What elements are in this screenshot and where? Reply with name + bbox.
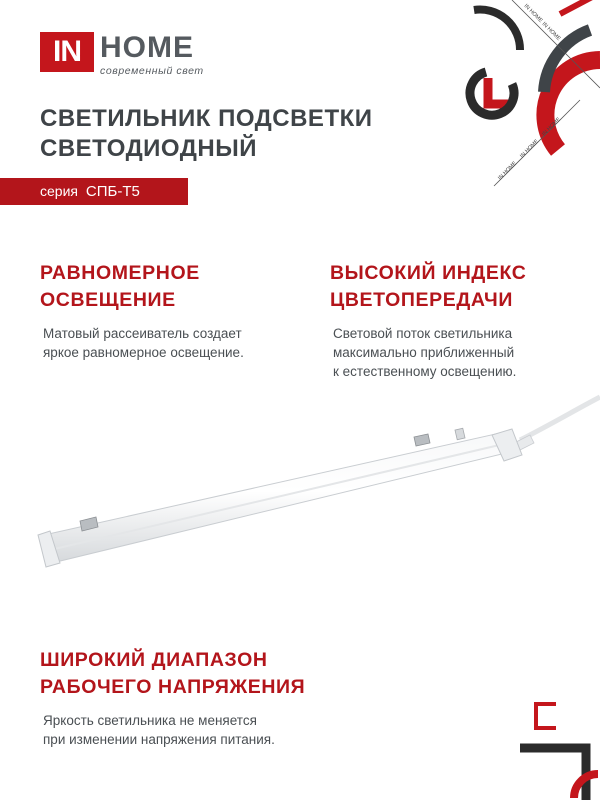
- feature-uniform-light: [40, 260, 310, 362]
- page-title-line1: СВЕТИЛЬНИК ПОДСВЕТКИ: [40, 105, 373, 132]
- mounting-clip-right: [414, 434, 430, 446]
- logo-tagline: современный свет: [100, 65, 204, 77]
- feature-3-heading-line2: РАБОЧЕГО НАПРЯЖЕНИЯ: [40, 676, 306, 698]
- feature-2-text-line1: Световой поток светильника: [333, 326, 513, 341]
- page-title: [40, 104, 460, 164]
- series-label: серия: [40, 183, 78, 199]
- feature-3-heading-line1: ШИРОКИЙ ДИАПАЗОН: [40, 649, 268, 671]
- feature-3-text-line1: Яркость светильника не меняется: [43, 713, 257, 728]
- product-image-led-fixture: [30, 385, 600, 600]
- logo-home-text: [100, 32, 194, 64]
- tube-body: [44, 433, 514, 563]
- power-switch: [455, 428, 465, 440]
- feature-2-heading: [330, 260, 590, 314]
- decor-red-corner: [536, 704, 556, 728]
- feature-1-text-line2: яркое равномерное освещение.: [43, 345, 244, 360]
- feature-1-heading-line1: РАВНОМЕРНОЕ: [40, 262, 200, 284]
- feature-2-heading-line2: ЦВЕТОПЕРЕДАЧИ: [330, 289, 513, 311]
- decor-watermark-5: IN HOME: [541, 116, 563, 138]
- series-band: [0, 178, 188, 205]
- power-cable: [520, 397, 600, 440]
- feature-1-text-line1: Матовый рассеиватель создает: [43, 326, 242, 341]
- series-name: СПБ-Т5: [85, 183, 140, 200]
- feature-2-text-line2: максимально приближенный: [333, 345, 515, 360]
- tube-end-cap-right: [492, 429, 522, 461]
- feature-2-heading-line1: ВЫСОКИЙ ИНДЕКС: [330, 262, 527, 284]
- decor-watermark-2: IN HOME: [540, 21, 562, 43]
- decor-red-stripe: [560, 0, 594, 14]
- feature-1-heading-line2: ОСВЕЩЕНИЕ: [40, 289, 176, 311]
- decor-top-right-graphic: [440, 0, 600, 200]
- brand-logo: [40, 30, 240, 80]
- decor-bottom-right-graphic: [510, 690, 600, 800]
- feature-1-text: [43, 324, 310, 362]
- logo-in-box: IN: [40, 32, 94, 72]
- feature-3-text: [43, 711, 400, 749]
- page-title-line2: СВЕТОДИОДНЫЙ: [40, 135, 257, 162]
- decor-watermark-1: IN HOME: [522, 3, 544, 25]
- feature-3-text-line2: при изменении напряжения питания.: [43, 732, 275, 747]
- feature-3-heading: [40, 647, 400, 701]
- feature-color-rendering: [330, 260, 590, 381]
- logo-home-word: HOME: [100, 31, 194, 64]
- tube-highlight: [50, 443, 508, 550]
- decor-watermark-4: IN HOME: [519, 138, 541, 160]
- decor-black-arc-top: [474, 10, 520, 50]
- feature-voltage-range: [40, 647, 400, 749]
- feature-2-text: [333, 324, 590, 381]
- decor-watermark-3: IN HOME: [497, 160, 519, 182]
- feature-1-heading: [40, 260, 310, 314]
- feature-2-text-line3: к естественному освещению.: [333, 364, 517, 379]
